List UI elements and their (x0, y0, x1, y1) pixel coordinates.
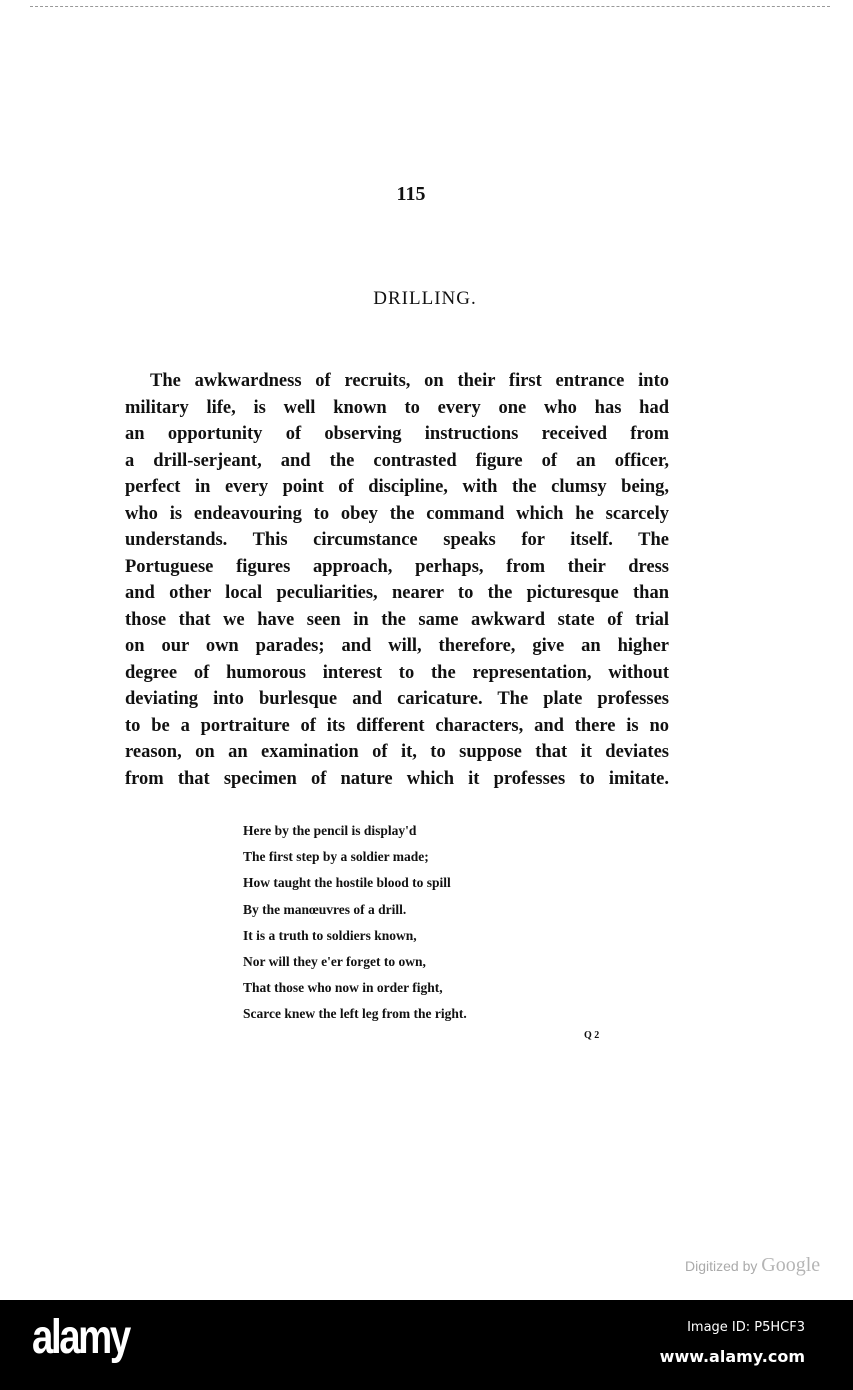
image-id-label: Image ID: P5HCF3 (687, 1320, 805, 1335)
prose-paragraph (125, 368, 669, 792)
alamy-url: www.alamy.com (659, 1347, 805, 1366)
poem-line: Nor will they e'er forget to own, (243, 954, 426, 970)
poem-line: That those who now in order fight, (243, 980, 443, 996)
poem-line: Here by the pencil is display'd (243, 823, 417, 838)
alamy-watermark-bar (0, 1300, 853, 1390)
prose-line: reason, on an examination of it, to suppose that it deviates (125, 742, 669, 762)
signature-mark: Q 2 (584, 1030, 600, 1041)
prose-line: a drill-serjeant, and the contrasted figure of an officer, (125, 450, 669, 471)
prose-line: Portuguese figures approach, perhaps, from their dress (125, 556, 669, 577)
prose-line: degree of humorous interest to the representation, without (125, 662, 669, 683)
prose-line: military life, is well known to every one who has had (125, 397, 669, 418)
prose-line: deviating into burlesque and caricature. The plate professes (125, 689, 669, 709)
prose-line: those that we have seen in the same awkward state of trial (125, 609, 669, 630)
digitized-by-google-watermark (685, 1254, 820, 1277)
poem-line: It is a truth to soldiers known, (243, 927, 417, 943)
prose-line: understands. This circumstance speaks for itself. The (125, 530, 669, 550)
poem-line: By the manœuvres of a drill. (243, 901, 407, 917)
digitized-prefix: Digitized by (685, 1258, 758, 1274)
google-logo-text: Google (761, 1254, 821, 1276)
prose-line: to be a portraiture of its different characters, and there is no (125, 715, 669, 736)
prose-line: perfect in every point of discipline, with the clumsy being, (125, 477, 669, 497)
prose-line: The awkwardness of recruits, on their first entrance into (150, 371, 669, 391)
poem-verse (243, 818, 467, 1028)
chapter-title: DRILLING. (373, 288, 477, 309)
prose-line: who is endeavouring to obey the command which he scarcely (125, 503, 669, 524)
poem-line: The first step by a soldier made; (243, 849, 429, 865)
prose-line: on our own parades; and will, therefore, give an higher (125, 636, 669, 656)
poem-line: Scarce knew the left leg from the right. (243, 1006, 467, 1022)
alamy-logo: alamy (32, 1311, 129, 1364)
prose-line: and other local peculiarities, nearer to the picturesque than (125, 583, 669, 603)
prose-line: an opportunity of observing instructions received from (125, 424, 669, 444)
page-number: 115 (396, 183, 426, 205)
poem-line: How taught the hostile blood to spill (243, 875, 451, 891)
scan-edge-line (30, 6, 830, 7)
prose-line: from that specimen of nature which it professes to imitate. (125, 768, 669, 789)
